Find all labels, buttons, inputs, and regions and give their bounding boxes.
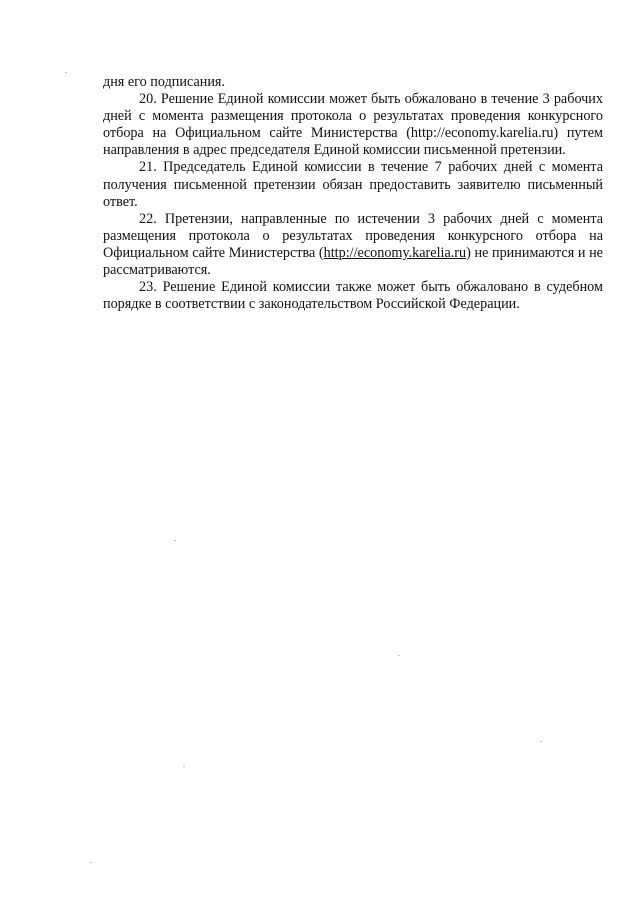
scan-speck (398, 655, 400, 656)
scan-speck (183, 766, 185, 767)
scan-speck (174, 540, 176, 541)
economy-karelia-link[interactable]: http://economy.karelia.ru (323, 244, 467, 261)
paragraph-22 (103, 211, 603, 279)
paragraph-22-text-start: 22. Претензии, направленные по истечении 3 рабочих дней с момента размещения протокола о результатах проведения конкурсного отбора на Официальном сайте Министерства ( (103, 210, 603, 261)
paragraph-20: 20. Решение Единой комиссии может быть обжаловано в течение 3 рабочих дней с момента размещения протокола о результатах проведения конкурсного отбора на Официальном сайте Министерства (http://economy.karelia.ru) путем направления в адрес председателя Единой комиссии письменной претензии. (103, 91, 603, 159)
paragraph-22-text-end: ) не принимаются и не рассматриваются. (103, 244, 603, 279)
scan-speck (540, 741, 542, 742)
paragraph-continuation: дня его подписания. (103, 74, 225, 90)
scan-speck (90, 862, 92, 863)
paragraph-21: 21. Председатель Единой комиссии в течение 7 рабочих дней с момента получения письменной претензии обязан предоставить заявителю письменный ответ. (103, 159, 603, 210)
scan-speck (65, 72, 67, 73)
paragraph-23: 23. Решение Единой комиссии также может быть обжаловано в судебном порядке в соответствии с законодательством Российской Федерации. (103, 279, 603, 313)
document-body (103, 74, 603, 313)
